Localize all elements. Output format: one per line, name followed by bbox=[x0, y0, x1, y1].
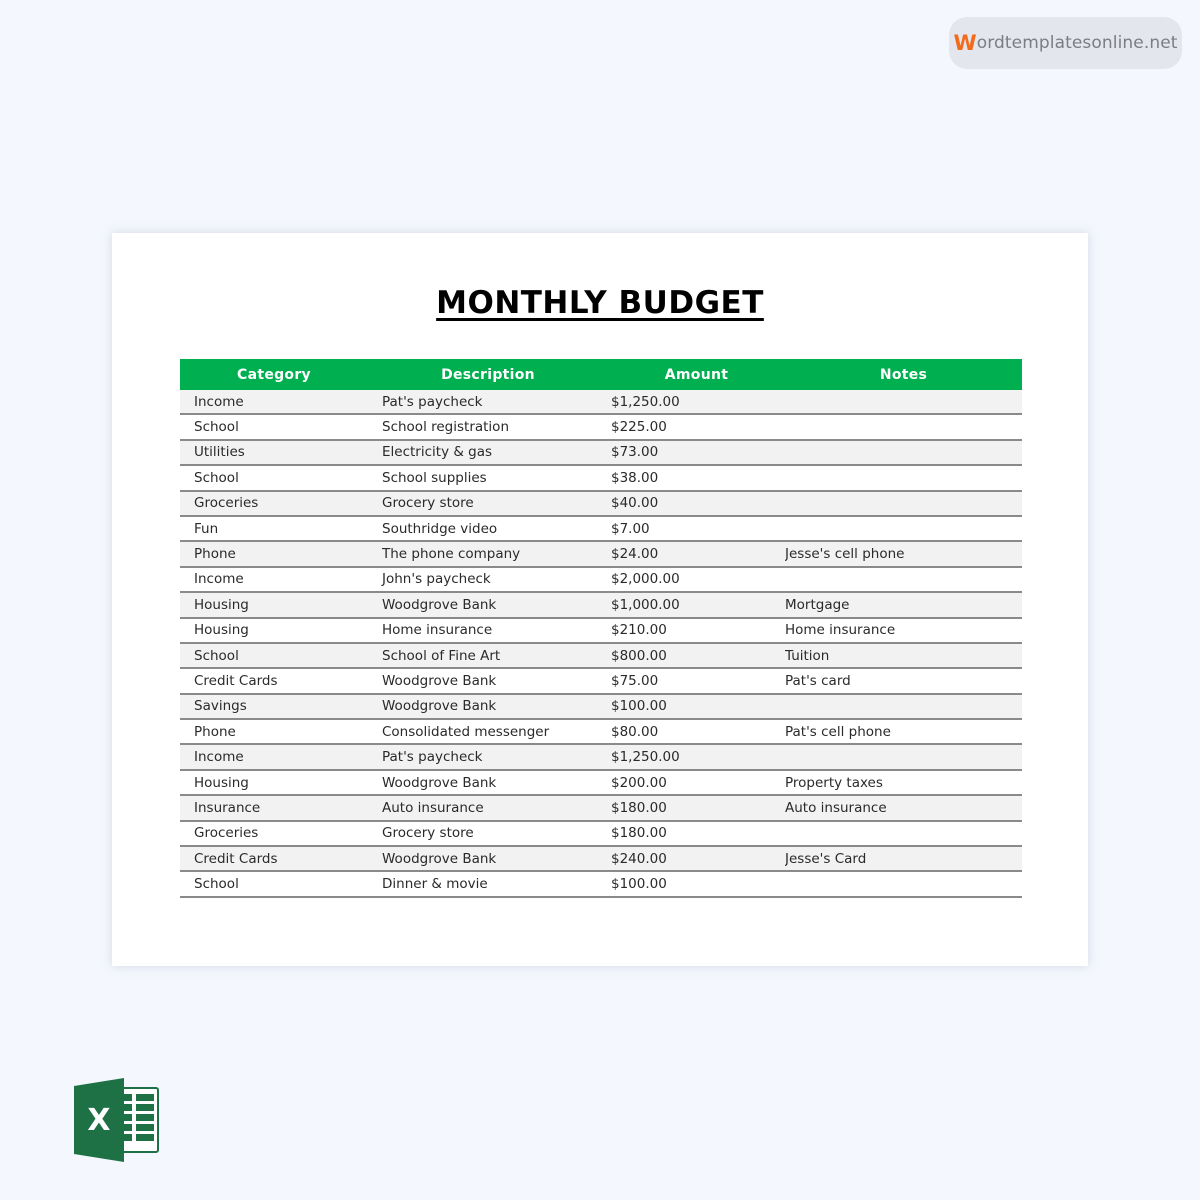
cell-notes bbox=[785, 871, 1022, 896]
cell-category: Income bbox=[180, 390, 368, 414]
cell-description: Auto insurance bbox=[368, 795, 608, 820]
table-header-row bbox=[180, 359, 1022, 390]
cell-description: School of Fine Art bbox=[368, 643, 608, 668]
table-row bbox=[180, 414, 1022, 439]
cell-category: Fun bbox=[180, 516, 368, 541]
svg-text:X: X bbox=[87, 1103, 111, 1138]
cell-notes bbox=[785, 567, 1022, 592]
table-row bbox=[180, 592, 1022, 617]
cell-category: School bbox=[180, 871, 368, 896]
cell-amount: $180.00 bbox=[608, 821, 785, 846]
excel-icon bbox=[74, 1078, 160, 1162]
cell-description: Woodgrove Bank bbox=[368, 694, 608, 719]
table-row bbox=[180, 541, 1022, 566]
cell-amount: $1,000.00 bbox=[608, 592, 785, 617]
table-row bbox=[180, 846, 1022, 871]
cell-amount: $200.00 bbox=[608, 770, 785, 795]
cell-description: School supplies bbox=[368, 465, 608, 490]
watermark-text: ordtemplatesonline.net bbox=[976, 33, 1178, 53]
table-row bbox=[180, 491, 1022, 516]
cell-category: Groceries bbox=[180, 821, 368, 846]
cell-amount: $24.00 bbox=[608, 541, 785, 566]
cell-amount: $225.00 bbox=[608, 414, 785, 439]
cell-notes bbox=[785, 465, 1022, 490]
cell-notes: Pat's card bbox=[785, 668, 1022, 693]
cell-notes bbox=[785, 440, 1022, 465]
column-header-amount: Amount bbox=[608, 359, 785, 390]
table-row bbox=[180, 567, 1022, 592]
cell-notes bbox=[785, 694, 1022, 719]
cell-description: Southridge video bbox=[368, 516, 608, 541]
cell-description: John's paycheck bbox=[368, 567, 608, 592]
cell-amount: $100.00 bbox=[608, 871, 785, 896]
cell-amount: $100.00 bbox=[608, 694, 785, 719]
table-row bbox=[180, 440, 1022, 465]
cell-notes: Auto insurance bbox=[785, 795, 1022, 820]
cell-notes bbox=[785, 821, 1022, 846]
budget-table bbox=[180, 359, 1022, 898]
cell-notes bbox=[785, 390, 1022, 414]
column-header-notes: Notes bbox=[785, 359, 1022, 390]
table-row bbox=[180, 821, 1022, 846]
cell-category: Income bbox=[180, 744, 368, 769]
cell-description: Woodgrove Bank bbox=[368, 592, 608, 617]
cell-notes bbox=[785, 744, 1022, 769]
cell-description: Pat's paycheck bbox=[368, 744, 608, 769]
cell-amount: $40.00 bbox=[608, 491, 785, 516]
cell-description: Dinner & movie bbox=[368, 871, 608, 896]
cell-notes: Tuition bbox=[785, 643, 1022, 668]
cell-amount: $180.00 bbox=[608, 795, 785, 820]
cell-amount: $75.00 bbox=[608, 668, 785, 693]
page-title: MONTHLY BUDGET bbox=[436, 285, 764, 321]
table-row bbox=[180, 694, 1022, 719]
cell-amount: $73.00 bbox=[608, 440, 785, 465]
column-header-description: Description bbox=[368, 359, 608, 390]
table-row bbox=[180, 668, 1022, 693]
cell-description: Pat's paycheck bbox=[368, 390, 608, 414]
cell-amount: $1,250.00 bbox=[608, 744, 785, 769]
watermark-logo-letter: W bbox=[953, 31, 977, 55]
column-header-category: Category bbox=[180, 359, 368, 390]
table-row bbox=[180, 618, 1022, 643]
cell-amount: $80.00 bbox=[608, 719, 785, 744]
table-row bbox=[180, 744, 1022, 769]
cell-notes: Home insurance bbox=[785, 618, 1022, 643]
cell-category: Credit Cards bbox=[180, 846, 368, 871]
watermark-badge bbox=[949, 17, 1182, 69]
document-page bbox=[112, 233, 1088, 966]
cell-notes: Jesse's cell phone bbox=[785, 541, 1022, 566]
cell-amount: $210.00 bbox=[608, 618, 785, 643]
cell-category: Housing bbox=[180, 618, 368, 643]
cell-description: Consolidated messenger bbox=[368, 719, 608, 744]
table-row bbox=[180, 516, 1022, 541]
cell-amount: $800.00 bbox=[608, 643, 785, 668]
cell-description: Grocery store bbox=[368, 491, 608, 516]
cell-amount: $38.00 bbox=[608, 465, 785, 490]
cell-amount: $1,250.00 bbox=[608, 390, 785, 414]
cell-description: The phone company bbox=[368, 541, 608, 566]
cell-category: Groceries bbox=[180, 491, 368, 516]
cell-description: School registration bbox=[368, 414, 608, 439]
cell-notes bbox=[785, 516, 1022, 541]
cell-notes: Mortgage bbox=[785, 592, 1022, 617]
cell-description: Woodgrove Bank bbox=[368, 770, 608, 795]
table-row bbox=[180, 871, 1022, 896]
cell-category: School bbox=[180, 465, 368, 490]
cell-amount: $240.00 bbox=[608, 846, 785, 871]
table-row bbox=[180, 719, 1022, 744]
cell-category: Insurance bbox=[180, 795, 368, 820]
cell-notes bbox=[785, 414, 1022, 439]
cell-description: Electricity & gas bbox=[368, 440, 608, 465]
cell-category: Income bbox=[180, 567, 368, 592]
cell-category: Utilities bbox=[180, 440, 368, 465]
cell-description: Home insurance bbox=[368, 618, 608, 643]
table-row bbox=[180, 643, 1022, 668]
table-row bbox=[180, 465, 1022, 490]
table-row bbox=[180, 795, 1022, 820]
cell-category: Savings bbox=[180, 694, 368, 719]
cell-notes bbox=[785, 491, 1022, 516]
cell-category: Phone bbox=[180, 541, 368, 566]
cell-category: School bbox=[180, 643, 368, 668]
cell-category: School bbox=[180, 414, 368, 439]
cell-category: Housing bbox=[180, 770, 368, 795]
table-row bbox=[180, 390, 1022, 414]
cell-category: Housing bbox=[180, 592, 368, 617]
cell-amount: $7.00 bbox=[608, 516, 785, 541]
cell-notes: Jesse's Card bbox=[785, 846, 1022, 871]
cell-description: Woodgrove Bank bbox=[368, 846, 608, 871]
cell-category: Credit Cards bbox=[180, 668, 368, 693]
cell-category: Phone bbox=[180, 719, 368, 744]
cell-description: Woodgrove Bank bbox=[368, 668, 608, 693]
cell-notes: Property taxes bbox=[785, 770, 1022, 795]
cell-description: Grocery store bbox=[368, 821, 608, 846]
table-row bbox=[180, 770, 1022, 795]
cell-amount: $2,000.00 bbox=[608, 567, 785, 592]
cell-notes: Pat's cell phone bbox=[785, 719, 1022, 744]
